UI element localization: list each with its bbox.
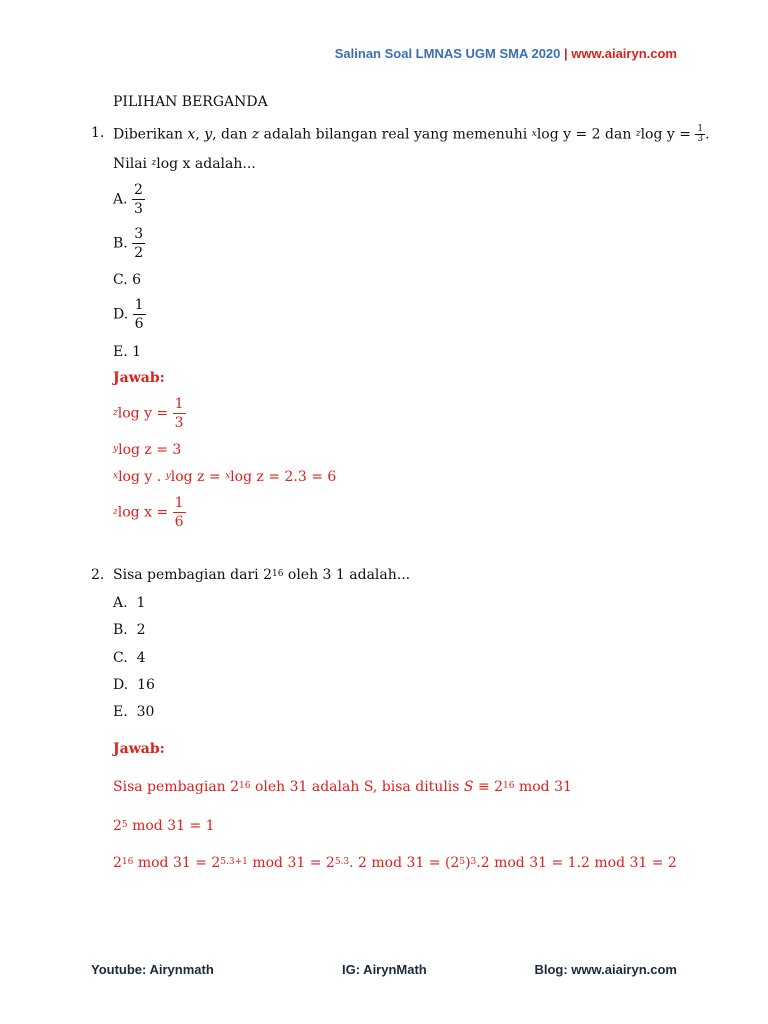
page-header xyxy=(335,46,677,61)
question-1-number: 1. xyxy=(91,125,105,141)
footer-blog: Blog: www.aiairyn.com xyxy=(534,962,677,977)
question-1-prompt: Nilai $^z$log x adalah... xyxy=(113,156,256,172)
q2-answer-step-3: $2^{16}$ mod $31 = 2^{5.3+1}$ mod $31 = 2^{5.3}$. 2 mod $31 = (2^5)^3.2$ mod 31 = 1.2 mod 31 = 2 xyxy=(113,855,677,871)
q2-option-c[interactable]: C. 4 xyxy=(113,650,146,666)
q2-option-a[interactable]: A. 1 xyxy=(113,595,146,611)
question-2-number: 2. xyxy=(91,567,105,583)
q1-answer-step-4: $^z$log x = $\frac{1}{6}$ xyxy=(113,495,184,530)
q1-answer-step-1: $^z$log y = $\frac{1}{3}$ xyxy=(113,396,184,431)
header-title: Salinan Soal LMNAS UGM SMA 2020 xyxy=(334,46,561,61)
header-separator: | xyxy=(560,46,572,61)
fraction: $\frac{2}{3}$ xyxy=(134,182,143,217)
footer-ig: IG: AirynMath xyxy=(342,962,427,977)
q1-option-b[interactable]: B. $\frac{3}{2}$ xyxy=(113,226,144,261)
section-title: PILIHAN BERGANDA xyxy=(113,94,268,110)
fraction: $\frac{1}{6}$ xyxy=(134,297,144,332)
fraction: $\frac{1}{3}$ xyxy=(174,396,184,431)
q2-answer-label: Jawab: xyxy=(113,741,165,757)
q2-answer-step-2: $2^5$ mod 31 = 1 xyxy=(113,818,215,834)
fraction: $\frac{3}{2}$ xyxy=(134,226,144,261)
q1-answer-step-2: $^y$log z = 3 xyxy=(113,442,182,458)
q1-option-c[interactable]: C. 6 xyxy=(113,272,142,288)
q2-option-b[interactable]: B. 2 xyxy=(113,622,146,638)
q1-option-e[interactable]: E. 1 xyxy=(113,344,142,360)
q1-option-a[interactable]: A. $\frac{2}{3}$ xyxy=(113,182,143,217)
question-2-text: Sisa pembagian dari $2^{16}$ oleh 3 1 adalah... xyxy=(113,567,411,583)
header-site-link[interactable]: www.aiairyn.com xyxy=(571,46,677,61)
q1-answer-step-3: $^x$log y . $^y$log z = $^x$log z = 2.3 = 6 xyxy=(113,469,337,485)
q2-option-e[interactable]: E. 30 xyxy=(113,704,155,720)
q2-option-d[interactable]: D. 16 xyxy=(113,677,155,693)
footer-youtube: Youtube: Airynmath xyxy=(91,962,214,977)
question-1-text: Diberikan x, y, dan z adalah bilangan real yang memenuhi $^x$log y = 2 dan $^z$log y = $\frac{1}{3}$ . xyxy=(113,124,710,144)
q2-answer-step-1: Sisa pembagian $2^{16}$ oleh 31 adalah S, bisa ditulis $S \equiv 2^{16}$ mod 31 xyxy=(113,779,572,795)
fraction: $\frac{1}{6}$ xyxy=(174,495,184,530)
q1-option-d[interactable]: D. $\frac{1}{6}$ xyxy=(113,297,144,332)
fraction: $\frac{1}{3}$ xyxy=(697,124,704,144)
q1-answer-label: Jawab: xyxy=(113,370,165,386)
